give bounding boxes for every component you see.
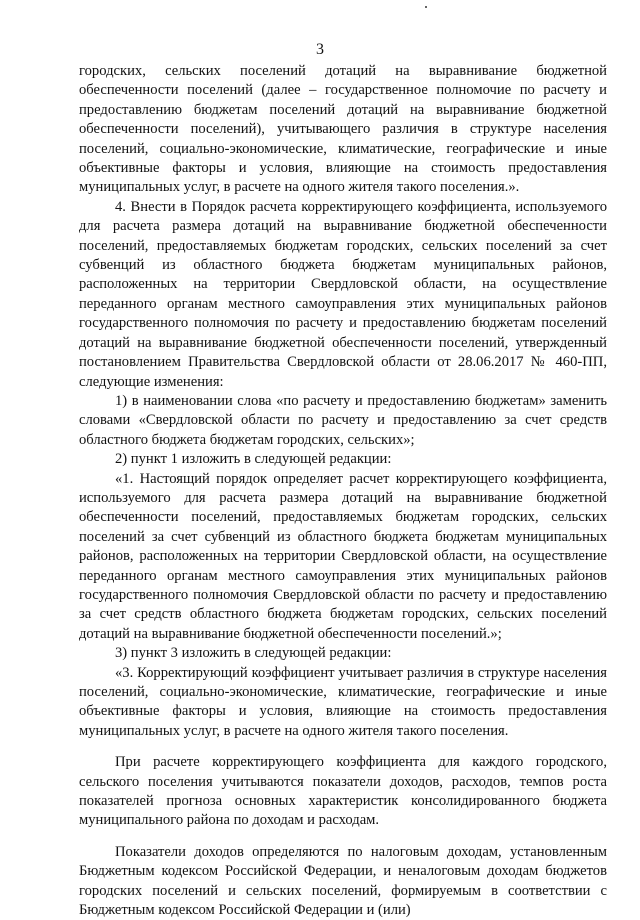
paragraph-quote-point-1: «1. Настоящий порядок определяет расчет корректирующего коэффициента, используемого для расчета размера дотаций на выравнивание бюджетной обеспеченности поселений, предоставляемых бюджетам городских, сельских поселений за счет субвенций из областного бюджета бюджетам муниципальных районов, расположенных на территории Свердловской области, на осуществление переданного органам местного самоуправления этих муниципальных районов государственного полномочия Свердловской области по расчету и предоставлению за счет средств областного бюджета бюджетам городских, сельских поселений дотаций на выравнивание бюджетной обеспеченности поселений.»; [79,470,607,642]
page-number: 3 [316,41,324,58]
scan-speck [425,6,427,8]
paragraph-income-indicators: Показатели доходов определяются по налоговым доходам, установленным Бюджетным кодексом Российской Федерации, и неналоговым доходам бюджетов городских поселений и сельских поселений, формируемым в соответствии с Бюджетным кодексом Российской Федерации и (или) [79,843,607,919]
paragraph-item-4: 4. Внести в Порядок расчета корректирующего коэффициента, используемого для расчета размера дотаций на выравнивание бюджетной обеспеченности поселений, предоставляемых бюджетам городских, сельских поселений за счет субвенций из областного бюджета бюджетам муниципальных районов, расположенных на территории Свердловской области, на осуществление переданного органам местного самоуправления этих муниципальных районов государственного полномочия по расчету и предоставлению бюджетам поселений дотаций на выравнивание бюджетной обеспеченности поселений, утвержденный постановлением Правительства Свердловской области от 28.06.2017 № 460-ПП, следующие изменения: [79,198,607,390]
paragraph-calculation: При расчете корректирующего коэффициента для каждого городского, сельского поселения учитываются показатели доходов, расходов, темпов роста показателей прогноза основных характеристик консолидированного бюджета муниципального района по доходам и расходам. [79,754,607,829]
document-body [79,62,607,920]
paragraph-subitem-1: 1) в наименовании слова «по расчету и предоставлению бюджетам» заменить словами «Свердловской области по расчету и предоставлению за счет средств областного бюджета бюджетам городских, сельских»; [79,392,607,448]
paragraph-subitem-3: 3) пункт 3 изложить в следующей редакции: [115,645,392,662]
paragraph-continuation: городских, сельских поселений дотаций на выравнивание бюджетной обеспеченности поселений (далее – государственное полномочие по расчету и предоставлению бюджетам поселений дотаций на выравнивание бюджетной обеспеченности поселений), учитывающего различия в структуре населения поселений, социально-экономические, климатические, географические и иные объективные факторы и условия, влияющие на стоимость предоставления муниципальных услуг, в расчете на одного жителя такого поселения.». [79,63,607,196]
paragraph-quote-point-3: «3. Корректирующий коэффициент учитывает различия в структуре населения поселений, социально-экономические, климатические, географические и иные объективные факторы и условия, влияющие на стоимость предоставления муниципальных услуг, в расчете на одного жителя такого поселения. [79,664,607,739]
paragraph-subitem-2: 2) пункт 1 изложить в следующей редакции: [115,451,392,468]
